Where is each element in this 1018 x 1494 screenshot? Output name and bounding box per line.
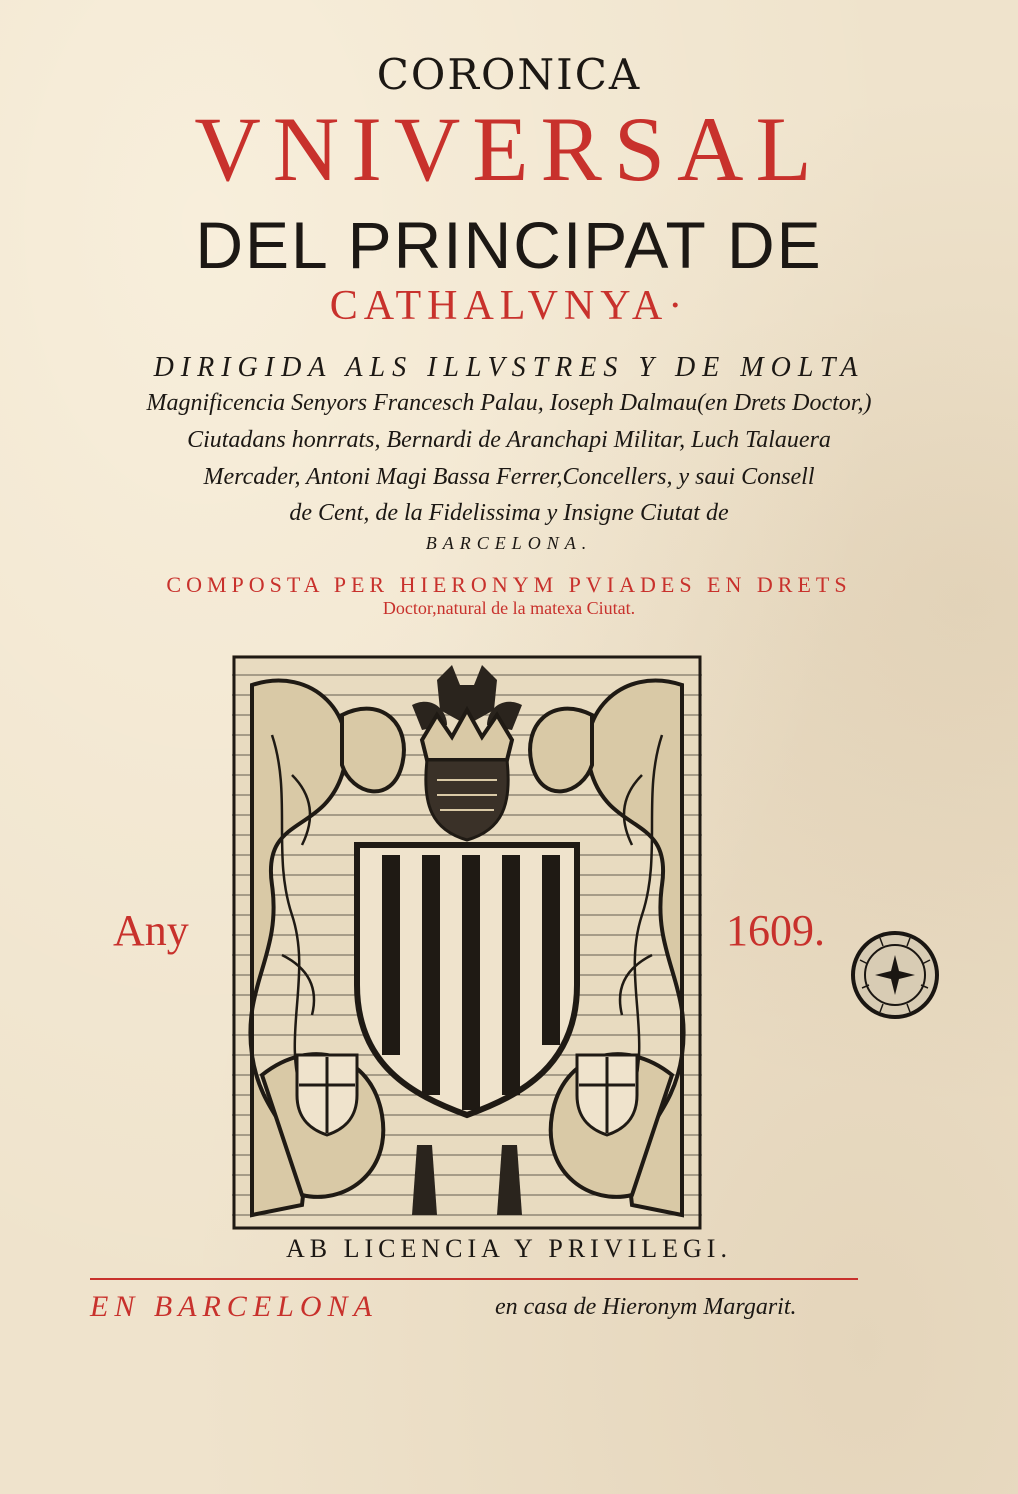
dedication-line-1: DIRIGIDA ALS ILLVSTRES Y DE MOLTA — [153, 352, 865, 383]
year-label-any: Any — [113, 906, 189, 955]
dedication-line-2: Magnificencia Senyors Francesch Palau, Ioseph Dalmau(en Drets Doctor,) — [146, 390, 872, 416]
dedication-line-5: de Cent, de la Fidelissima y Insigne Ciutat de — [289, 500, 729, 526]
imprint-rule — [90, 1278, 858, 1280]
author-line-2: Doctor,natural de la matexa Ciutat. — [382, 598, 636, 618]
title-line-cathalunya: CATHALVNYA· — [329, 283, 689, 329]
title-line-universal: VNIVERSAL — [194, 98, 824, 200]
coat-of-arms-woodcut — [232, 655, 702, 1230]
dedication-line-6: BARCELONA. — [425, 533, 593, 553]
dedication-line-3: Ciutadans honrrats, Bernardi de Aranchapi Militar, Luch Talauera — [187, 427, 831, 453]
library-stamp-icon — [850, 930, 940, 1020]
dedication-line-4: Mercader, Antoni Magi Bassa Ferrer,Concellers, y saui Consell — [203, 464, 815, 490]
title-line-principat: DEL PRINCIPAT DE — [195, 208, 823, 282]
imprint-place: EN BARCELONA — [90, 1290, 378, 1323]
author-line-1: COMPOSTA PER HIERONYM PVIADES EN DRETS — [166, 572, 852, 597]
year-label-1609: 1609. — [726, 906, 825, 955]
license-line: AB LICENCIA Y PRIVILEGI. — [286, 1234, 732, 1263]
imprint-printer: en casa de Hieronym Margarit. — [495, 1294, 797, 1320]
title-line-coronica: CORONICA — [376, 50, 642, 99]
